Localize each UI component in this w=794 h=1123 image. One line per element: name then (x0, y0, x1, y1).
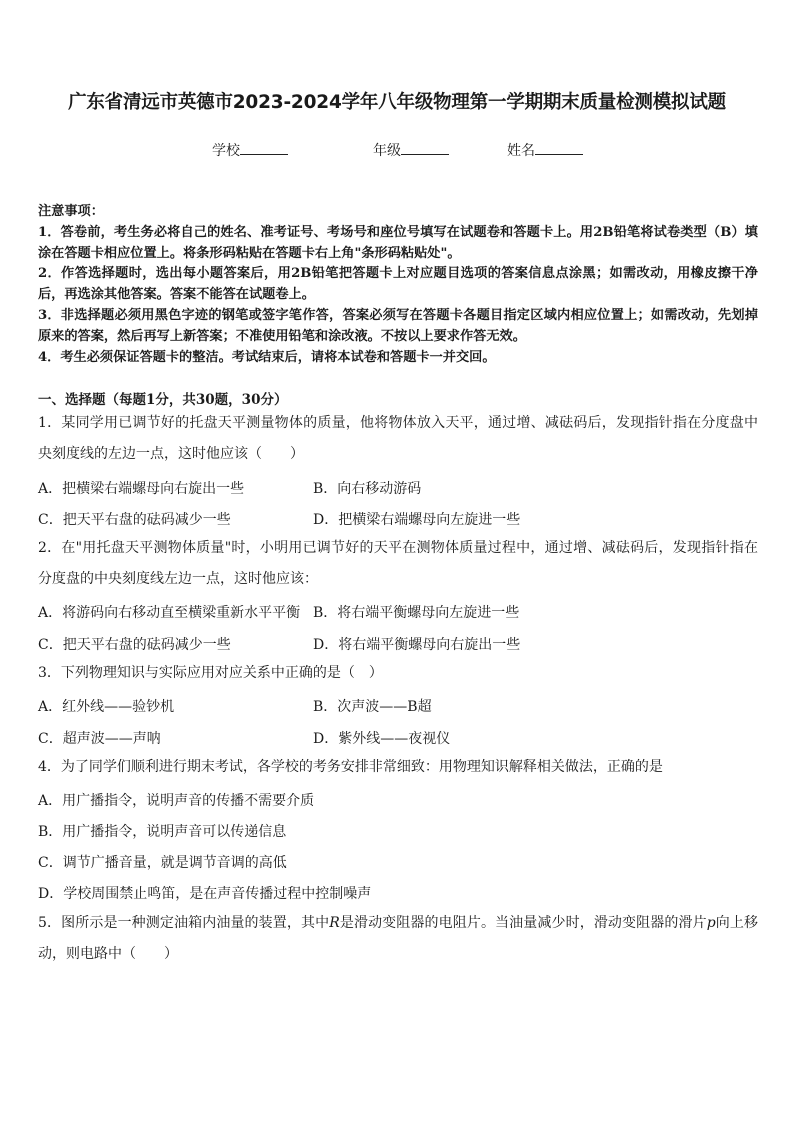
student-info-row (0, 140, 794, 162)
section-title: 一、选择题（每题1分，共30题，30分） (38, 392, 288, 408)
school-field (212, 140, 288, 160)
question-stem-2: 2．在"用托盘天平测物体质量"时，小明用已调节好的天平在测物体质量过程中，通过增、减砝码后，发现指针指在分度盘的中央刻度线左边一点，这时他应该： (38, 540, 758, 587)
name-field (507, 140, 583, 160)
q3-option-b: B．次声波——B超 (313, 699, 432, 715)
grade-field (373, 140, 449, 160)
exam-title: 广东省清远市英德市2023-2024学年八年级物理第一学期期末质量检测模拟试题 (68, 92, 726, 113)
q5-text-part-2: 是滑动变阻器的电阻片。当油量减少时，滑动变阻器的滑片 (339, 915, 707, 931)
question-stem-5 (38, 908, 758, 970)
name-label: 姓名 (507, 143, 535, 159)
q3-option-c: C．超声波——声呐 (38, 731, 161, 747)
q2-option-b: B．将右端平衡螺母向左旋进一些 (313, 605, 520, 621)
note-item: 2．作答选择题时，选出每小题答案后，用2B铅笔把答题卡上对应题目选项的答案信息点涂黑；如需改动，用橡皮擦干净后，再选涂其他答案。答案不能答在试题卷上。 (38, 266, 758, 303)
q5-text-part-3: 向上移动，则电路中（ ） (38, 915, 758, 962)
q2-option-c: C．把天平右盘的砝码减少一些 (38, 637, 231, 653)
q1-option-d: D．把横梁右端螺母向左旋进一些 (313, 512, 521, 528)
q3-option-a: A．红外线——验钞机 (38, 699, 175, 715)
note-item: 3．非选择题必须用黑色字迹的钢笔或签字笔作答，答案必须写在答题卡各题目指定区域内相应位置上；如需改动，先划掉原来的答案，然后再写上新答案；不准使用铅笔和涂改液。不按以上要求作答无效。 (38, 307, 758, 344)
q4-option-b: B．用广播指令，说明声音可以传递信息 (38, 824, 287, 840)
school-blank (240, 140, 288, 155)
q1-option-c: C．把天平右盘的砝码减少一些 (38, 512, 231, 528)
q4-option-a: A．用广播指令，说明声音的传播不需要介质 (38, 793, 315, 809)
q4-option-c: C．调节广播音量，就是调节音调的高低 (38, 855, 287, 871)
notes-heading: 注意事项： (38, 204, 104, 219)
question-stem-1: 1．某同学用已调节好的托盘天平测量物体的质量，他将物体放入天平，通过增、减砝码后，发现指针指在分度盘中央刻度线的左边一点，这时他应该（ ） (38, 415, 758, 462)
q4-option-d: D．学校周围禁止鸣笛，是在声音传播过程中控制噪声 (38, 886, 372, 902)
grade-label: 年级 (373, 143, 401, 159)
grade-blank (401, 140, 449, 155)
q2-option-d: D．将右端平衡螺母向右旋出一些 (313, 637, 521, 653)
q5-symbol-p: p (706, 915, 716, 931)
q5-text-part-1: 5．图所示是一种测定油箱内油量的装置，其中 (38, 915, 330, 931)
name-blank (535, 140, 583, 155)
school-label: 学校 (212, 143, 240, 159)
q1-option-a: A．把横梁右端螺母向右旋出一些 (38, 481, 245, 497)
question-stem-4: 4．为了同学们顺利进行期末考试，各学校的考务安排非常细致：用物理知识解释相关做法，正确的是 (38, 759, 663, 775)
notes-block (38, 202, 758, 368)
q1-option-b: B．向右移动游码 (313, 481, 422, 497)
note-item: 4．考生必须保证答题卡的整洁。考试结束后，请将本试卷和答题卡一并交回。 (38, 349, 496, 365)
q5-symbol-r: R (329, 915, 340, 931)
q3-option-d: D．紫外线——夜视仪 (313, 731, 451, 747)
q2-option-a: A．将游码向右移动直至横梁重新水平平衡 (38, 605, 301, 621)
note-item: 1．答卷前，考生务必将自己的姓名、准考证号、考场号和座位号填写在试题卷和答题卡上。用2B铅笔将试卷类型（B）填涂在答题卡相应位置上。将条形码粘贴在答题卡右上角"条形码粘贴处"。 (38, 224, 758, 261)
question-stem-3: 3．下列物理知识与实际应用对应关系中正确的是（ ） (38, 665, 383, 681)
